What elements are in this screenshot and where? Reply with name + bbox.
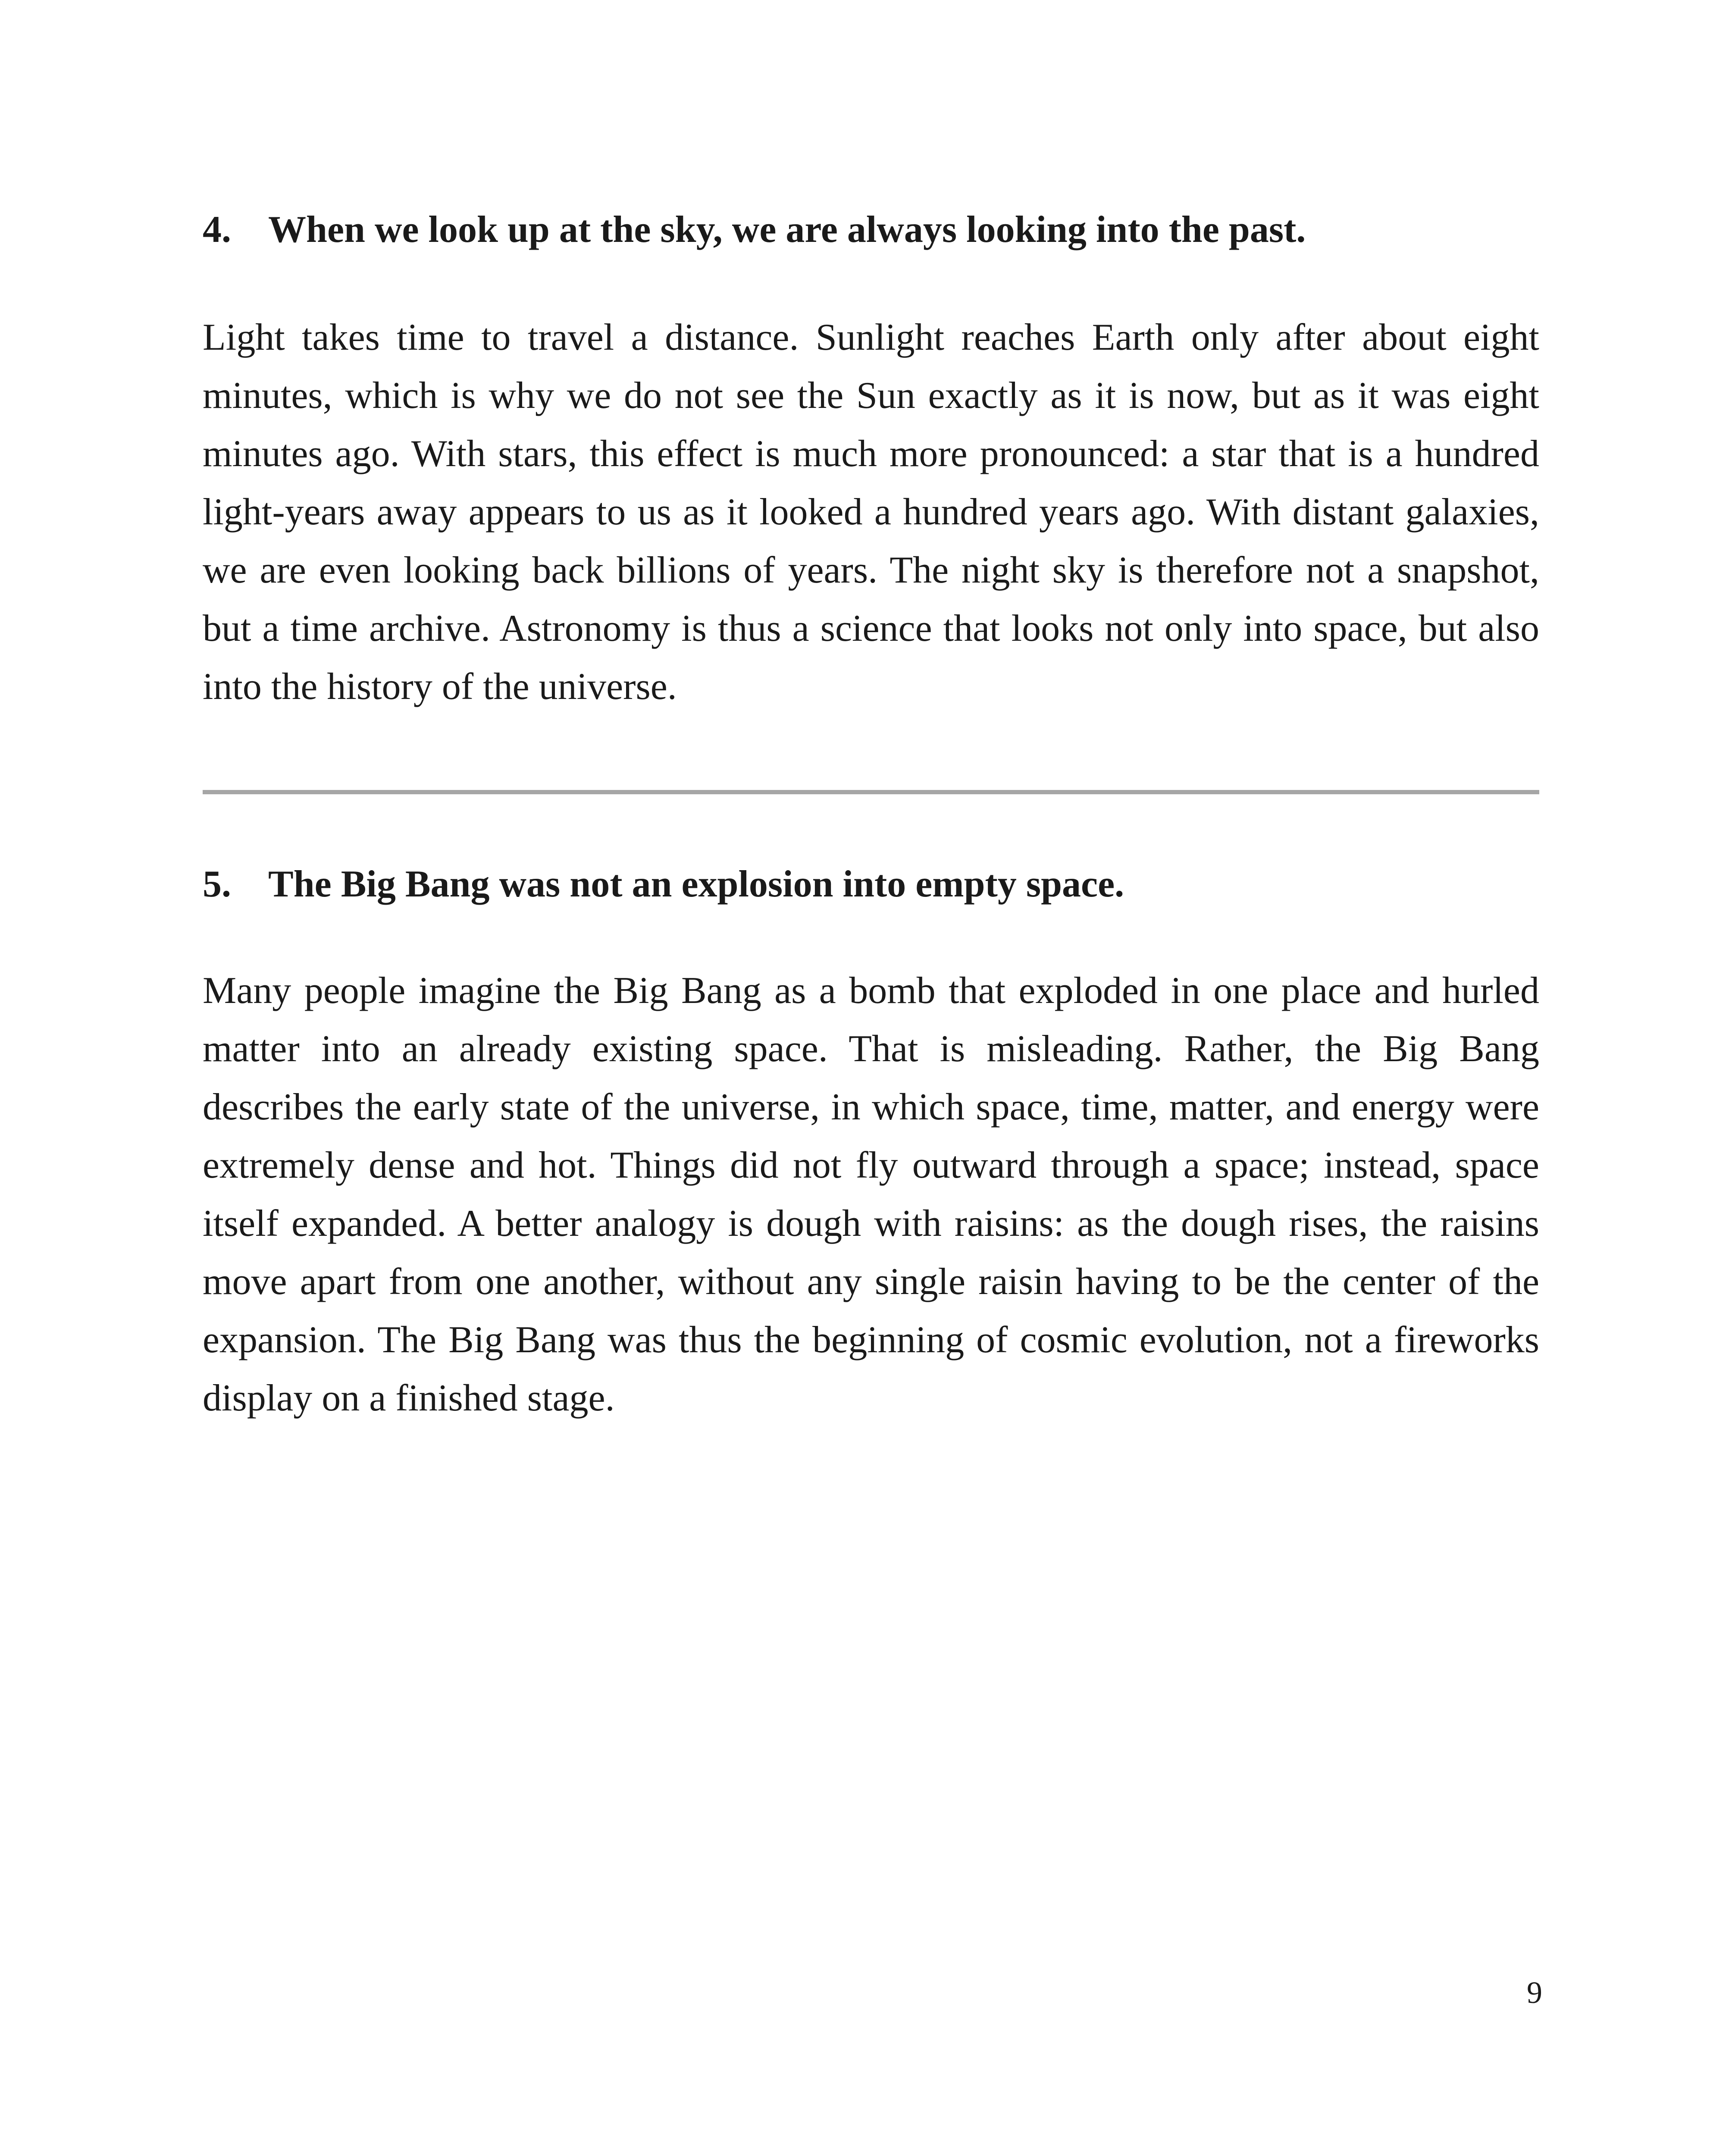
- section-divider: [203, 790, 1539, 794]
- section-4-body: Light takes time to travel a distance. Sunlight reaches Earth only after about eight minutes, which is why we do not see the Sun exactly as it is now, but as it was eight minutes ago. With stars, this effect is much more pronounced: a star that is a hundred light-years away appears to us as it looked a hundred years ago. With distant galaxies, we are even looking back billions of years. The night sky is therefore not a snapshot, but a time archive. Astronomy is thus a science that looks not only into space, but also into the history of the universe.: [203, 317, 1539, 708]
- section-4-title: When we look up at the sky, we are always looking into the past.: [268, 209, 1306, 251]
- section-5-number: 5.: [203, 863, 231, 905]
- section-4-heading: [203, 207, 1539, 253]
- section-5-heading: [203, 862, 1539, 907]
- page-number: 9: [1527, 1975, 1542, 2010]
- section-5-body: Many people imagine the Big Bang as a bomb that exploded in one place and hurled matter into an already existing space. That is misleading. Rather, the Big Bang describes the early state of the universe, in which space, time, matter, and energy were extremely dense and hot. Things did not fly outward through a space; instead, space itself expanded. A better analogy is dough with raisins: as the dough rises, the raisins move apart from one another, without any single raisin having to be the center of the expansion. The Big Bang was thus the beginning of cosmic evolution, not a fireworks display on a finished stage.: [203, 970, 1539, 1419]
- section-5-title: The Big Bang was not an explosion into empty space.: [268, 863, 1124, 905]
- section-4-number: 4.: [203, 209, 231, 251]
